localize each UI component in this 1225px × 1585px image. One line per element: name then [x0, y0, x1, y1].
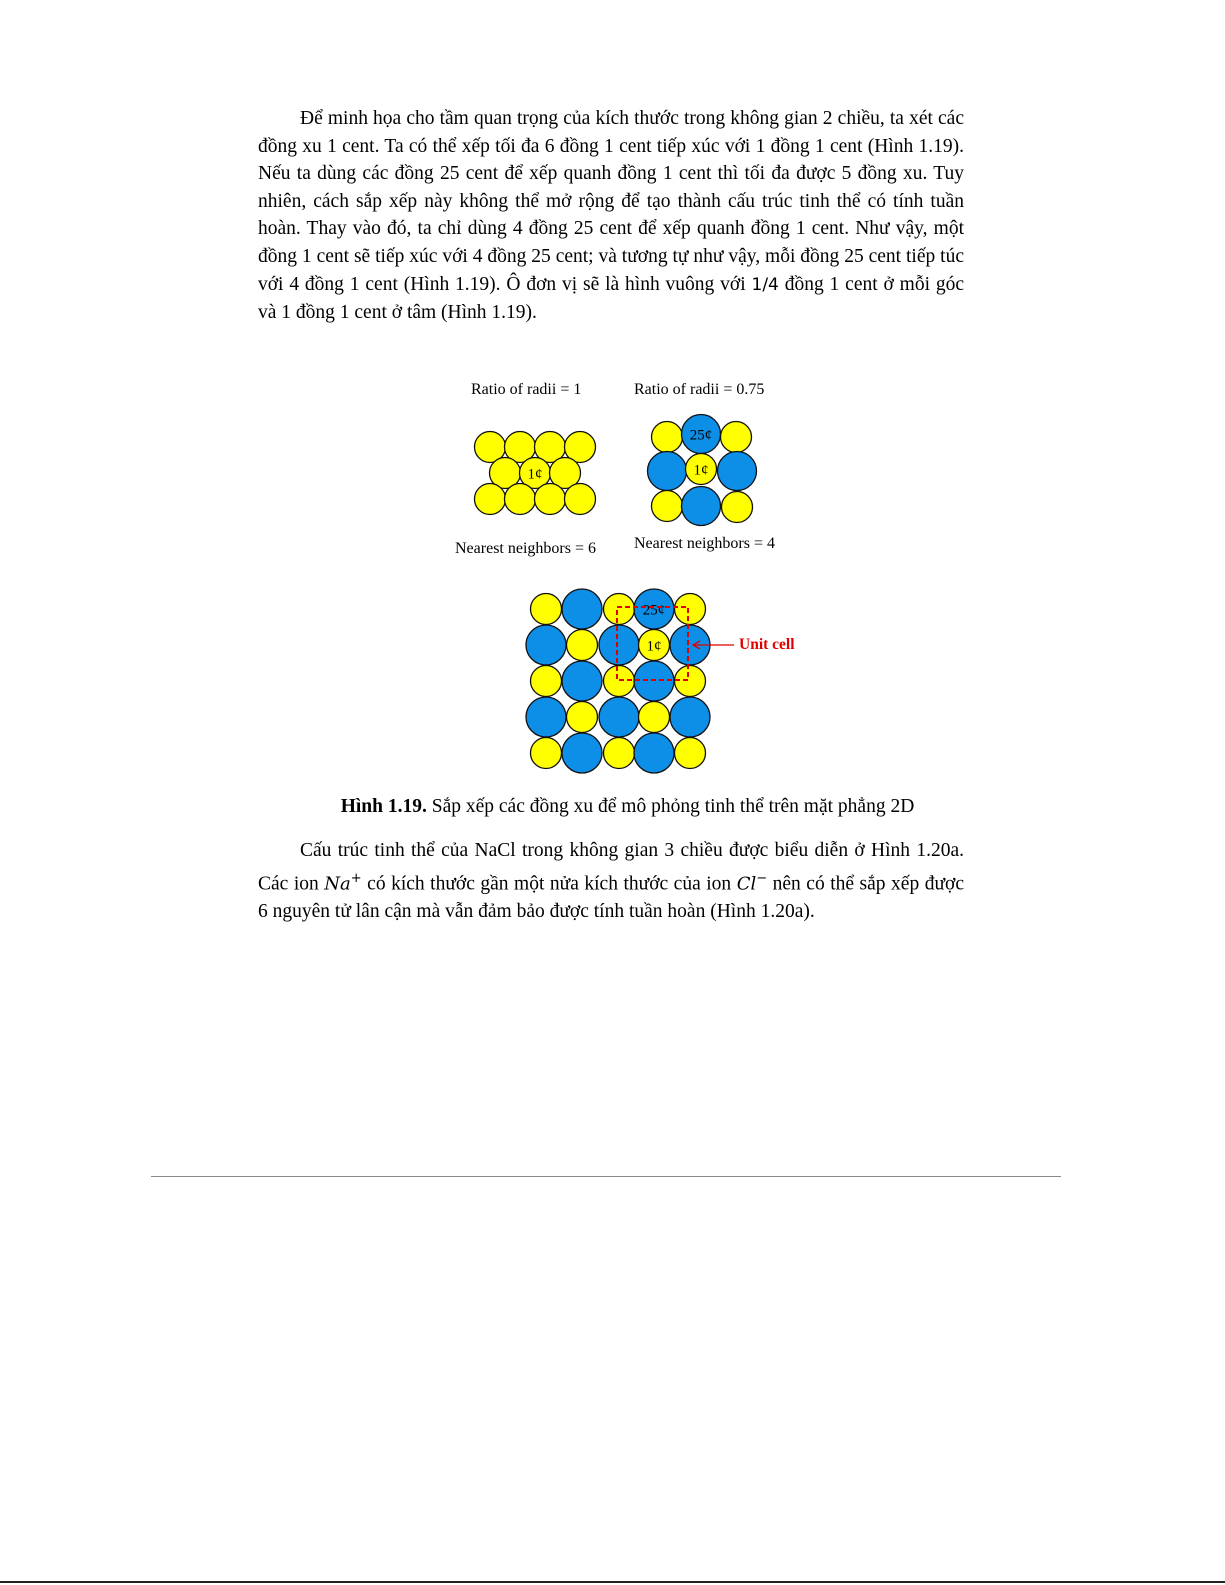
- label-ratio-1: Ratio of radii = 1: [471, 381, 582, 398]
- label-neighbors-6: Nearest neighbors = 6: [455, 540, 596, 557]
- coin-1c-sq: [652, 422, 683, 453]
- paragraph-intro-text-end: đồng 1 cent ở mỗi góc và 1 đồng 1 cent ở tâm (Hình 1.19).: [258, 273, 964, 324]
- ion-cl: Cl: [736, 873, 757, 895]
- coin-25c-lattice: [562, 661, 602, 701]
- coin-1c-lattice: [675, 594, 706, 625]
- paragraph-nacl: [258, 837, 964, 925]
- footer-divider: [151, 1176, 1061, 1177]
- coin-25c-lattice: [634, 733, 674, 773]
- coin-25c-lattice: [670, 697, 710, 737]
- coin-25c-lattice: [526, 697, 566, 737]
- ion-na-charge: +: [350, 870, 362, 886]
- coin-1c-hex: [475, 484, 506, 515]
- coin-1c-lattice: [531, 738, 562, 769]
- ion-cl-charge: −: [756, 870, 768, 886]
- coin-1c-sq: [652, 491, 683, 522]
- ion-na: Na: [324, 873, 351, 895]
- paragraph-nacl-text-a: Cấu trúc tinh thể của NaCl trong không gian 3 chiều được biểu diễn ở Hình 1.20a. Các ion: [258, 840, 964, 895]
- paragraph-nacl-text-c: nên có thể sắp xếp được 6 nguyên tử lân cận mà vẫn đảm bảo được tính tuần hoàn (Hình 1.20a).: [258, 873, 965, 922]
- coin-1c-sq: [722, 492, 753, 523]
- coin-25c-lattice: [599, 697, 639, 737]
- coin-1c-lattice: [604, 738, 635, 769]
- coin-25c-lattice-label: 25¢: [642, 602, 666, 619]
- coin-1c-lattice-label: 1¢: [646, 638, 662, 655]
- coin-1c-lattice: [531, 666, 562, 697]
- coin-25c-lattice: [562, 589, 602, 629]
- coin-1c-lattice: [675, 738, 706, 769]
- fraction-one-quarter: 1/4: [751, 274, 779, 295]
- coin-25c-lattice: [599, 625, 639, 665]
- coin-1c-lattice: [567, 630, 598, 661]
- label-ratio-075: Ratio of radii = 0.75: [634, 381, 765, 398]
- coin-1c-lattice: [567, 702, 598, 733]
- coin-1c-lattice: [531, 594, 562, 625]
- coin-25c-lattice: [526, 625, 566, 665]
- figure-caption-number: Hình 1.19.: [340, 796, 427, 817]
- unit-cell-label: Unit cell: [739, 636, 795, 653]
- coin-1c-hex-center-label: 1¢: [527, 466, 543, 483]
- coin-1c-lattice: [639, 702, 670, 733]
- page-bottom-edge: [0, 1581, 1225, 1583]
- coin-1c-sq-center-label: 1¢: [693, 462, 709, 479]
- coin-1c-lattice: [604, 594, 635, 625]
- coin-25c-sq-label: 25¢: [689, 427, 713, 444]
- coin-1c-hex: [505, 484, 536, 515]
- label-neighbors-4: Nearest neighbors = 4: [634, 535, 775, 552]
- coin-25c-sq: [648, 452, 687, 491]
- figure-caption: [0, 796, 1225, 818]
- paragraph-nacl-text-b: có kích thước gần một nửa kích thước của ion: [361, 873, 737, 895]
- coin-25c-sq: [718, 452, 757, 491]
- coin-1c-sq: [721, 422, 752, 453]
- figure-caption-text: Sắp xếp các đồng xu để mô phỏng tinh thể trên mặt phẳng 2D: [426, 796, 915, 817]
- coin-1c-hex: [535, 484, 566, 515]
- coin-1c-hex: [565, 484, 596, 515]
- paragraph-intro-text: Để minh họa cho tầm quan trọng của kích thước trong không gian 2 chiều, ta xét các đồng xu 1 cent. Ta có thể xếp tối đa 6 đồng 1 cent tiếp xúc với 1 đồng 1 cent (Hình 1.19). Nếu ta dùng các đồng 25 cent để xếp quanh đồng 1 cent thì tối đa được 5 đồng xu. Tuy nhiên, cách sắp xếp này không thể mở rộng để tạo thành cấu trúc tinh thể có tính tuần hoàn. Thay vào đó, ta chỉ dùng 4 đồng 25 cent để xếp quanh đồng 1 cent. Như vậy, một đồng 1 cent sẽ tiếp xúc với 4 đồng 25 cent; và tương tự như vậy, mỗi đồng 25 cent tiếp túc với 4 đồng 1 cent (Hình 1.19). Ô đơn vị sẽ là hình vuông với: [258, 108, 964, 295]
- coin-25c-lattice: [562, 733, 602, 773]
- coin-25c-sq: [682, 487, 721, 526]
